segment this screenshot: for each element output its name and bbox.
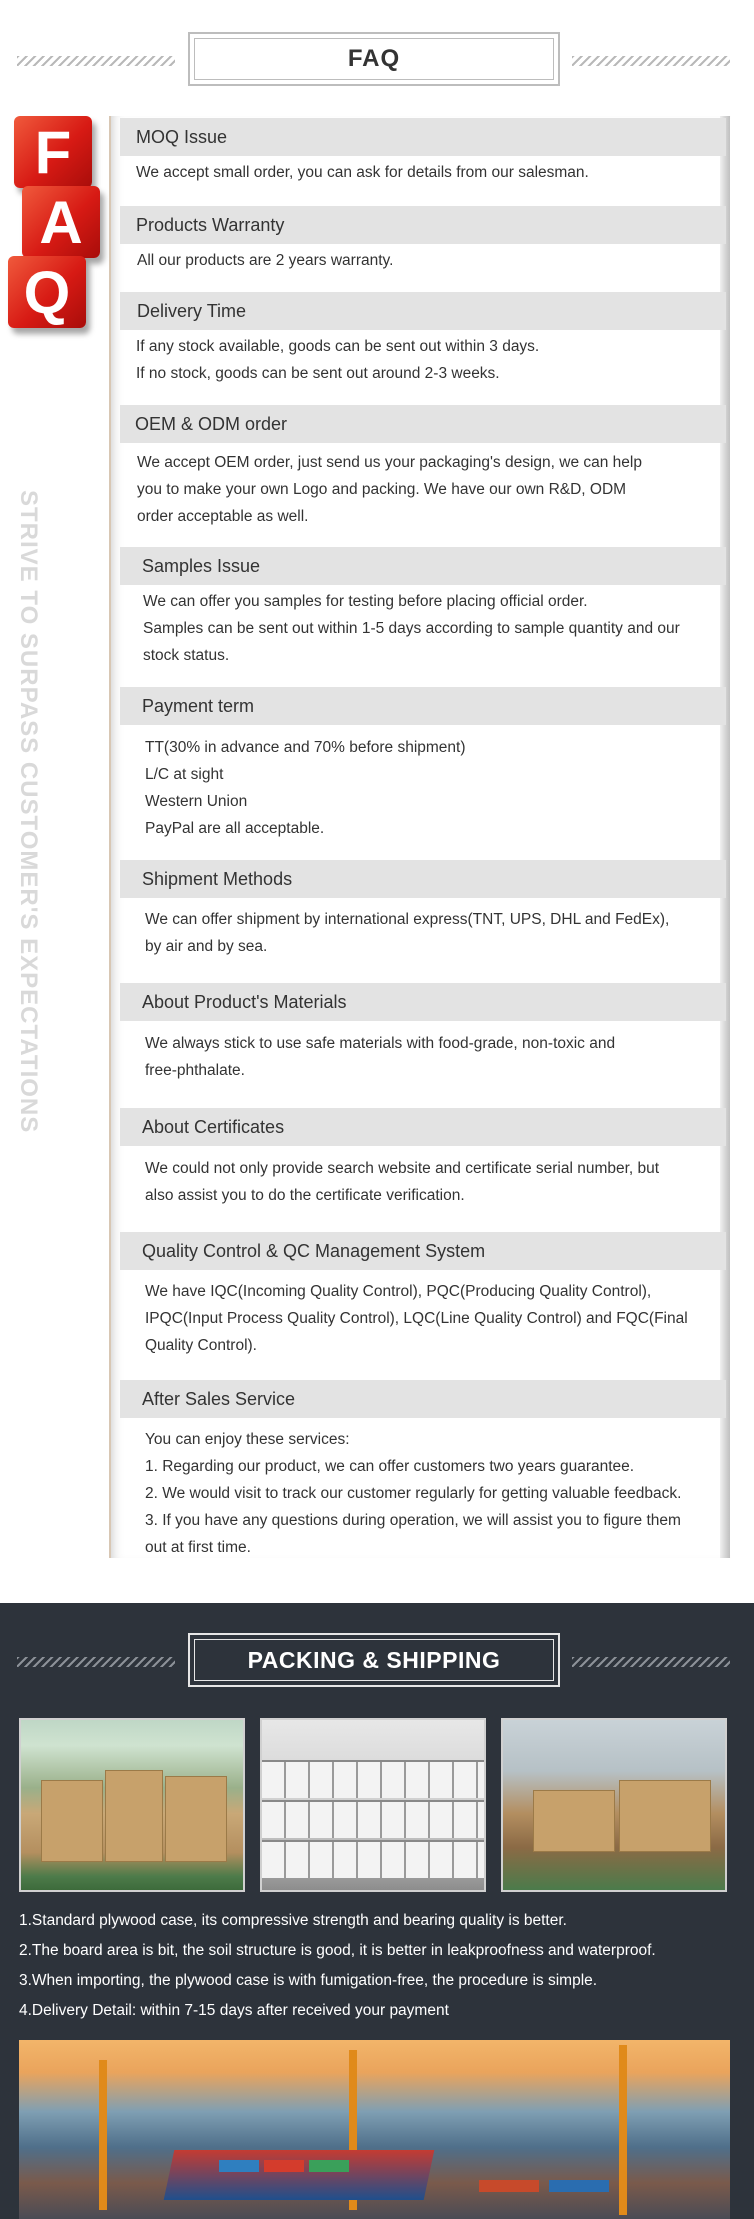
packing-point: 2.The board area is bit, the soil structure is good, it is better in leakproofness and waterproof. xyxy=(19,1942,656,1959)
faq-question-certificates: About Certificates xyxy=(120,1108,726,1146)
faq-header xyxy=(0,32,754,88)
faq-answer-after-sales: You can enjoy these services: 1. Regarding our product, we can offer customers two years guarantee. 2. We would visit to track our customer regularly for getting valuable feedback. 3. If you have any questions during operation, we will assist you to figure them out at first time. xyxy=(145,1431,682,1556)
faq-question-warranty: Products Warranty xyxy=(120,206,726,244)
faq-question-moq: MOQ Issue xyxy=(120,118,726,156)
faq-panel-shadow xyxy=(720,116,730,1558)
side-slogan: STRIVE TO SURPASS CUSTOMER'S EXPECTATIONS xyxy=(15,490,42,1134)
packing-header xyxy=(0,1633,754,1689)
cube-letter-q: Q xyxy=(8,256,86,328)
faq-title-box xyxy=(188,32,560,86)
faq-question-oem: OEM & ODM order xyxy=(120,405,726,443)
faq-question-materials: About Product's Materials xyxy=(120,983,726,1021)
faq-answer-samples: We can offer you samples for testing before placing official order. Samples can be sent out within 1-5 days according to sample quantity and our stock status. xyxy=(143,593,680,664)
faq-answer-shipment: We can offer shipment by international express(TNT, UPS, DHL and FedEx), by air and by sea. xyxy=(145,911,670,955)
faq-question-payment: Payment term xyxy=(120,687,726,725)
cube-letter-a: A xyxy=(22,186,100,258)
faq-answer-payment: TT(30% in advance and 70% before shipment) L/C at sight Western Union PayPal are all acceptable. xyxy=(145,739,466,837)
decorative-hatch-right xyxy=(572,1657,730,1667)
decorative-hatch-left xyxy=(17,56,175,66)
faq-cube-logo xyxy=(6,116,106,331)
packing-section xyxy=(0,1603,754,2219)
packing-point: 3.When importing, the plywood case is with fumigation-free, the procedure is simple. xyxy=(19,1972,598,1989)
packing-points xyxy=(19,1906,739,2026)
faq-answer-oem: We accept OEM order, just send us your packaging's design, we can help you to make your own Logo and packing. We have our own R&D, ODM order acceptable as well. xyxy=(137,454,642,525)
cube-letter-f: F xyxy=(14,116,92,188)
packing-point: 1.Standard plywood case, its compressive strength and bearing quality is better. xyxy=(19,1912,567,1929)
photo-loading-area xyxy=(501,1718,727,1892)
faq-question-after-sales: After Sales Service xyxy=(120,1380,726,1418)
decorative-hatch-left xyxy=(17,1657,175,1667)
packing-title: PACKING & SHIPPING xyxy=(194,1639,554,1681)
faq-answer-warranty: All our products are 2 years warranty. xyxy=(137,252,394,269)
photo-container-port xyxy=(19,2040,730,2219)
faq-title: FAQ xyxy=(194,38,554,80)
packing-point: 4.Delivery Detail: within 7-15 days after received your payment xyxy=(19,2002,449,2019)
photo-packed-pallets xyxy=(19,1718,245,1892)
photo-warehouse-racks xyxy=(260,1718,486,1892)
faq-answer-moq: We accept small order, you can ask for details from our salesman. xyxy=(136,164,589,181)
faq-question-shipment: Shipment Methods xyxy=(120,860,726,898)
decorative-hatch-right xyxy=(572,56,730,66)
faq-question-quality-control: Quality Control & QC Management System xyxy=(120,1232,726,1270)
faq-answer-materials: We always stick to use safe materials with food-grade, non-toxic and free-phthalate. xyxy=(145,1035,616,1079)
faq-question-delivery: Delivery Time xyxy=(120,292,726,330)
faq-answer-certificates: We could not only provide search website and certificate serial number, but also assist you to do the certificate verification. xyxy=(145,1160,660,1204)
faq-answer-delivery: If any stock available, goods can be sent out within 3 days. If no stock, goods can be sent out around 2-3 weeks. xyxy=(136,338,540,382)
faq-question-samples: Samples Issue xyxy=(120,547,726,585)
faq-answer-quality-control: We have IQC(Incoming Quality Control), PQC(Producing Quality Control), IPQC(Input Process Quality Control), LQC(Line Quality Control) and FQC(Final Quality Control). xyxy=(145,1283,688,1354)
packing-title-box xyxy=(188,1633,560,1687)
